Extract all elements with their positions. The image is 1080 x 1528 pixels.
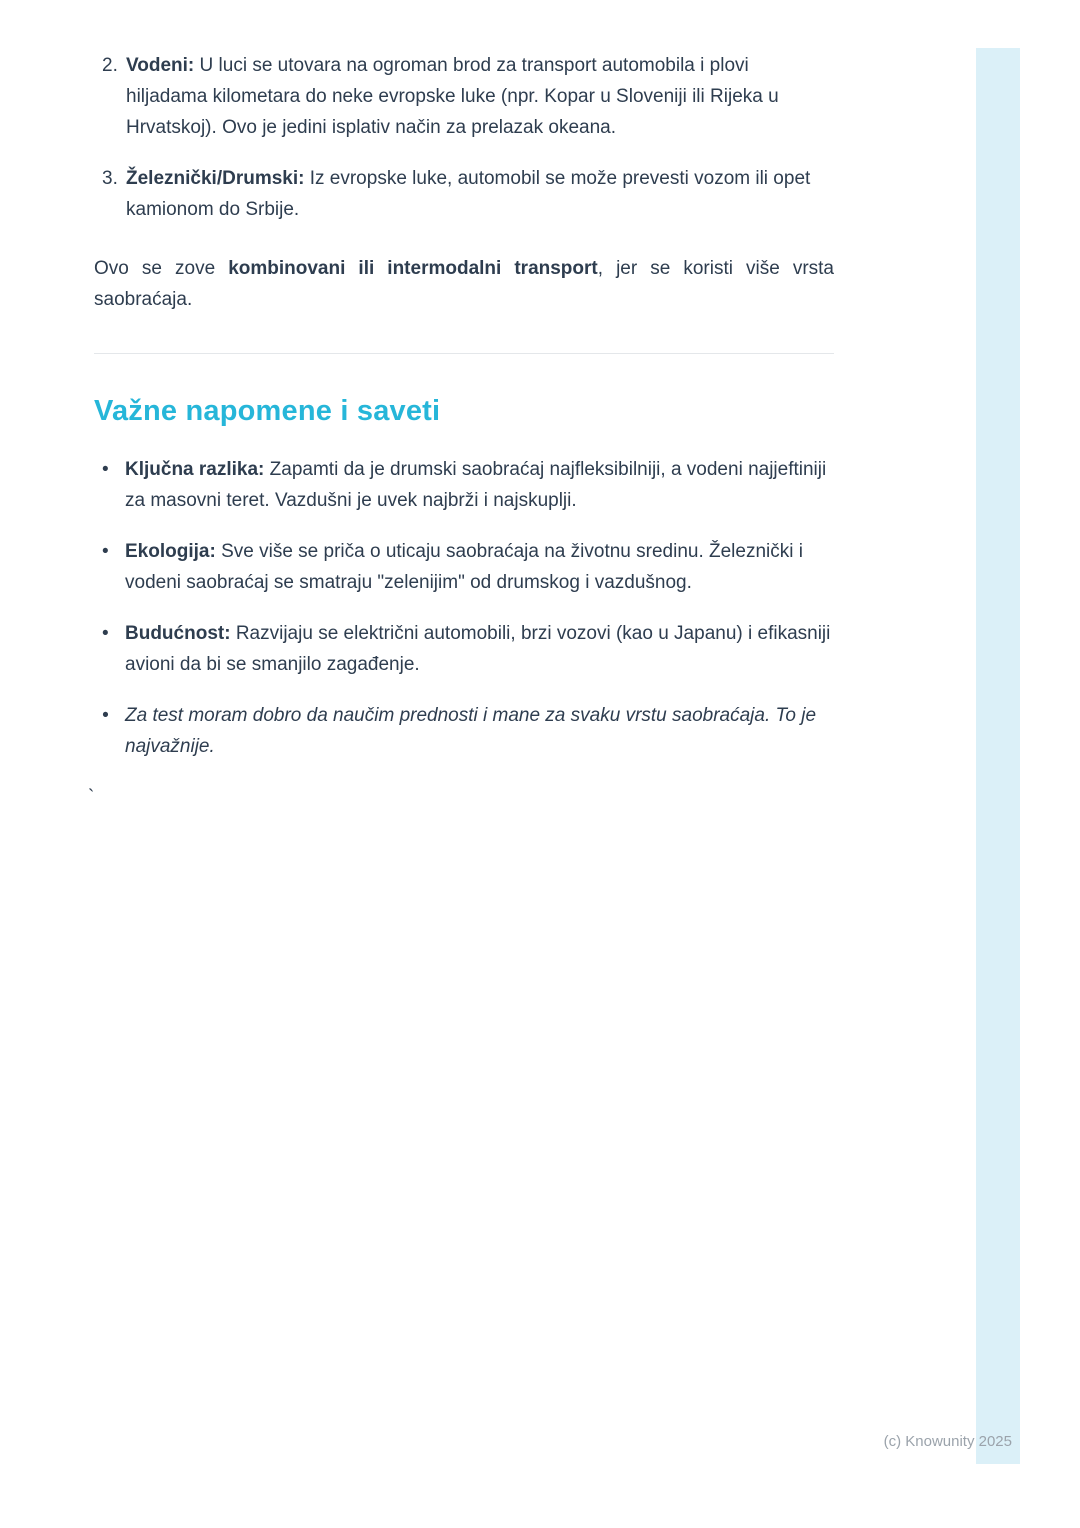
paragraph-text: , jer se koristi više vrsta saobraćaja. — [94, 258, 835, 310]
transport-steps-list — [94, 50, 834, 225]
section-heading: Važne napomene i saveti — [94, 395, 441, 427]
list-item-lead: Vodeni: — [126, 55, 195, 76]
paragraph-text: Ovo se zove — [94, 258, 229, 279]
list-number: 3. — [102, 168, 118, 189]
summary-paragraph — [94, 253, 834, 315]
note-body: Za test moram dobro da naučim prednosti i mane za svaku vrstu saobraćaja. To je najvažnije. — [125, 705, 817, 757]
stray-character: ` — [88, 787, 95, 808]
paragraph-bold: kombinovani ili intermodalni transport — [228, 258, 598, 279]
document-content — [88, 50, 835, 813]
list-item-text — [126, 163, 834, 225]
list-number: 2. — [102, 55, 118, 76]
note-body: Sve više se priča o uticaju saobraćaja na životnu sredinu. Železnički i vodeni saobraćaj se smatraju "zelenijim" od drumskog i vazdušnog. — [125, 541, 803, 593]
section-divider — [94, 353, 834, 354]
notes-list — [94, 454, 834, 762]
right-accent-bar — [976, 48, 1020, 1464]
list-item-body: U luci se utovara na ogroman brod za transport automobila i plovi hiljadama kilometara do neke evropske luke (npr. Kopar u Sloveniji ili Rijeka u Hrvatskoj). Ovo je jedini isplativ način za prelazak okeana. — [126, 55, 779, 138]
list-item-body: Iz evropske luke, automobil se može prevesti vozom ili opet kamionom do Srbije. — [126, 168, 811, 220]
note-lead: Budućnost: — [125, 623, 231, 644]
note-ekologija — [94, 536, 834, 598]
note-body: Razvijaju se električni automobili, brzi vozovi (kao u Japanu) i efikasniji avioni da bi se smanjilo zagađenje. — [125, 623, 831, 675]
note-kljucna-razlika — [94, 454, 834, 516]
list-item-lead: Železnički/Drumski: — [126, 168, 305, 189]
note-lead: Ekologija: — [125, 541, 216, 562]
note-buducnost — [94, 618, 834, 680]
list-item-vodeni — [94, 50, 834, 143]
copyright-footer: (c) Knowunity 2025 — [883, 1433, 1012, 1450]
note-personal-reminder — [94, 700, 834, 762]
list-item-text — [126, 50, 834, 143]
note-body: Zapamti da je drumski saobraćaj najfleksibilniji, a vodeni najjeftiniji za masovni teret. Vazdušni je uvek najbrži i najskuplji. — [125, 459, 827, 511]
list-item-zeleznicki-drumski — [94, 163, 834, 225]
note-lead: Ključna razlika: — [125, 459, 265, 480]
